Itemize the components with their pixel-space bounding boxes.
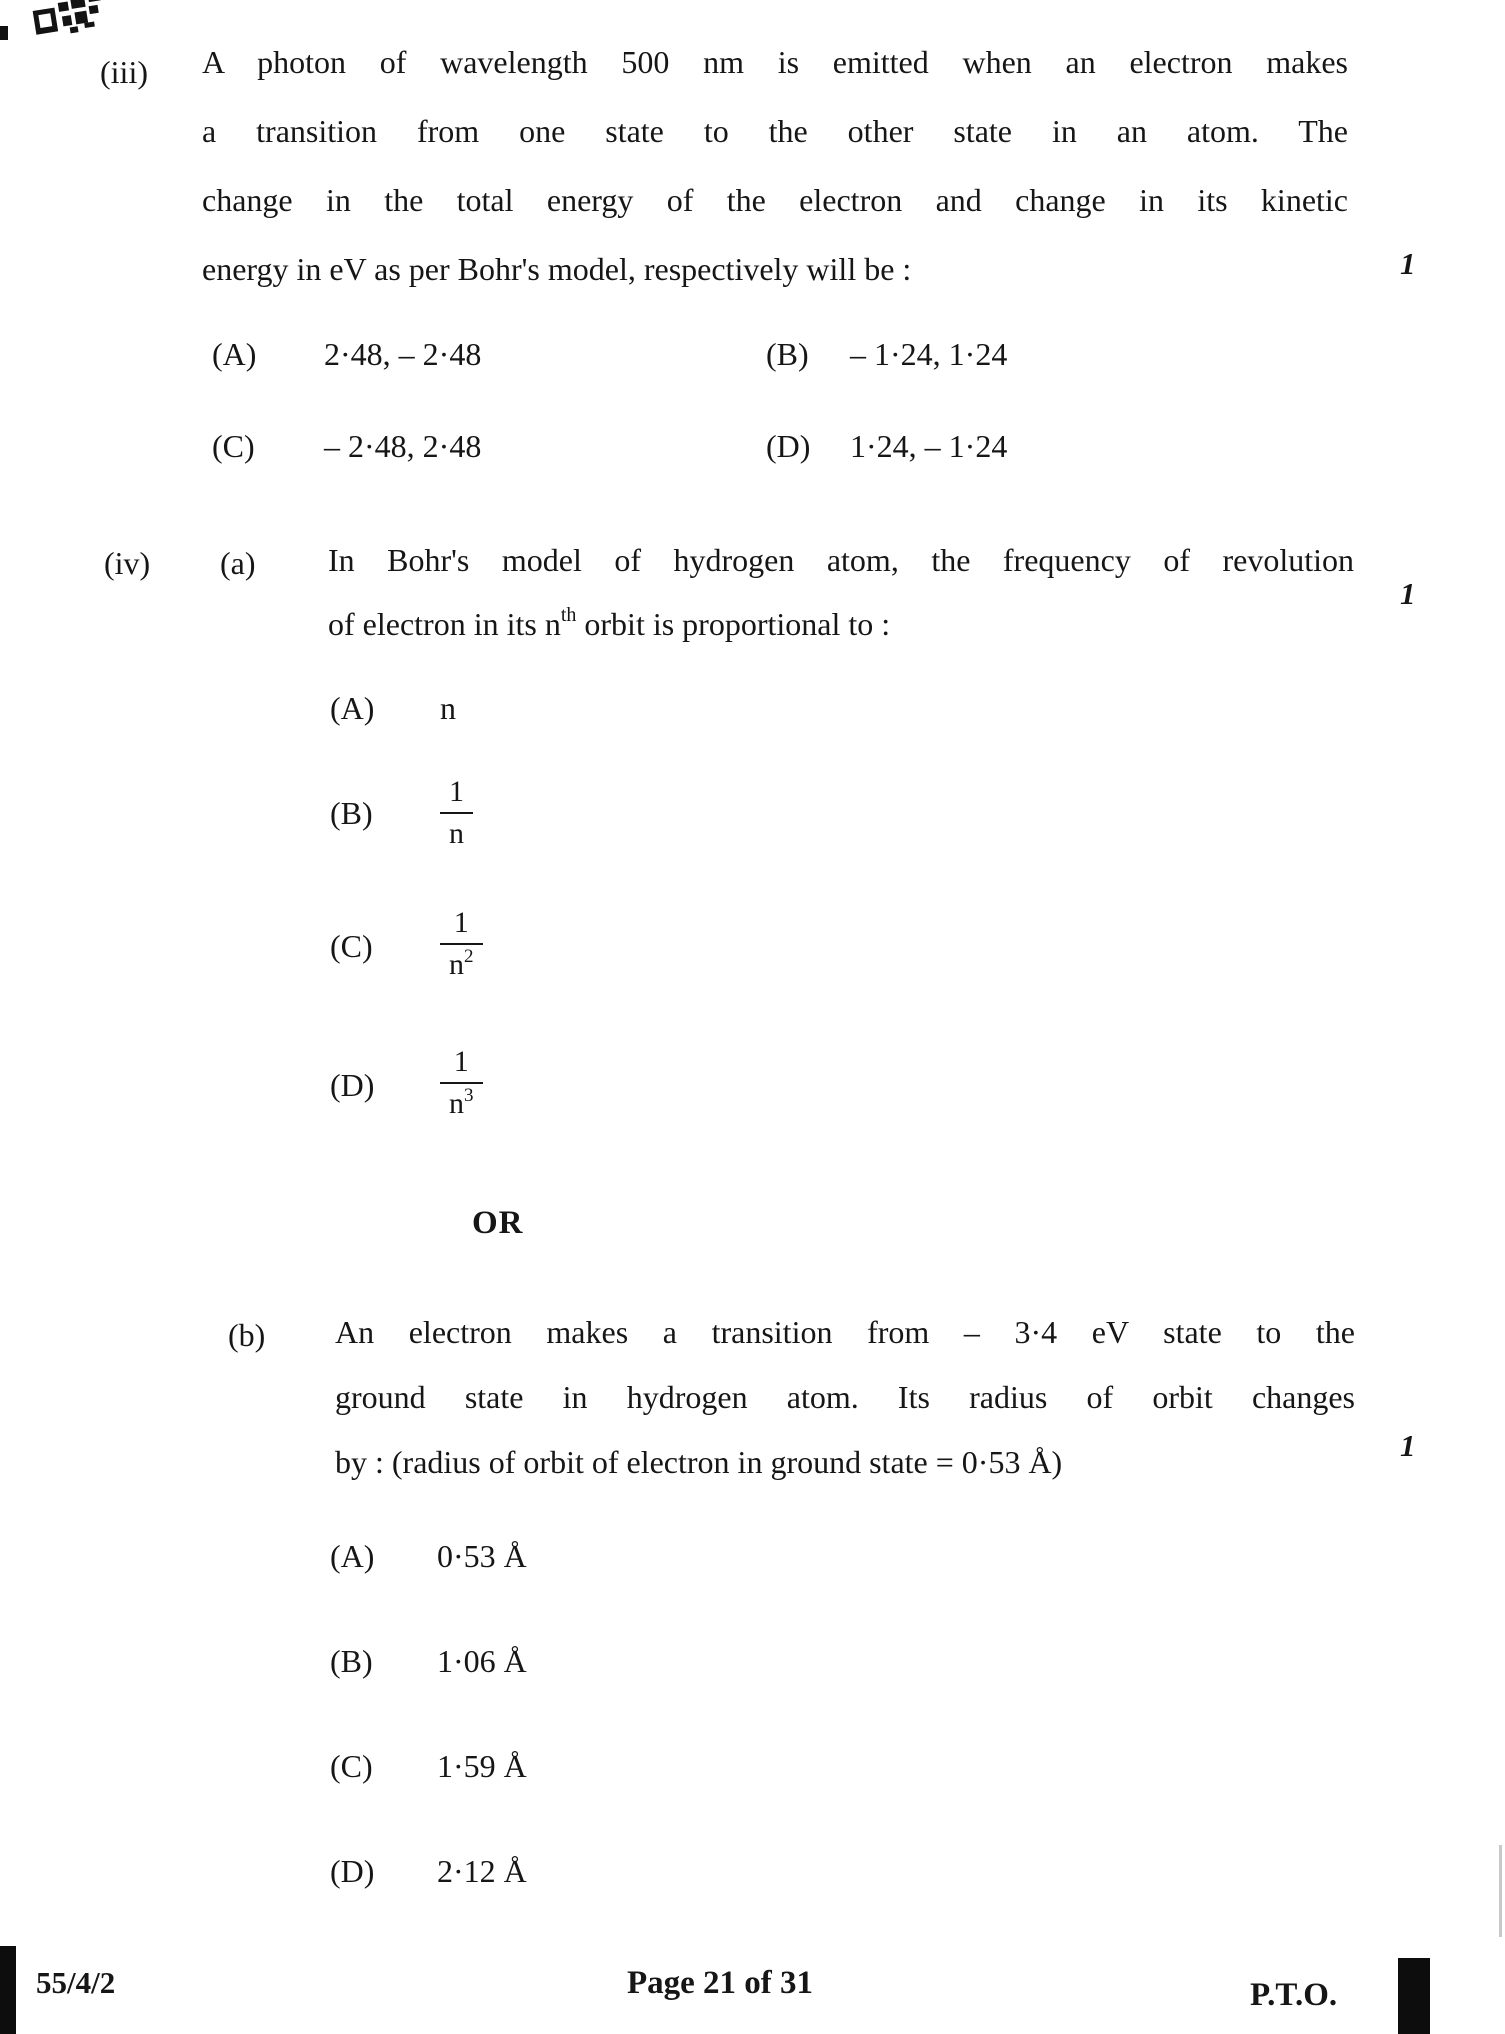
fraction-one-over-n-squared [440,903,483,989]
question-iv-a-label: (a) [220,545,256,581]
question-iv-a-text [328,528,1354,656]
question-iii-line-1: A photon of wavelength 500 nm is emitted when an electron makes [202,44,1348,80]
fraction-numerator: 1 [453,1045,469,1078]
denominator-base: n [449,1087,464,1120]
fraction-denominator [440,1082,483,1128]
option-letter: (A) [330,690,375,726]
option-value: – 1·24, 1·24 [850,336,1008,372]
question-iv-b-text [335,1300,1355,1495]
option-letter: (A) [212,336,257,372]
option-iv-b-c [330,1746,527,1786]
footer-pto: P.T.O. [1250,1977,1338,2013]
scan-speck [0,26,8,40]
option-letter: (A) [330,1538,375,1574]
option-iv-b-a [330,1536,527,1576]
option-iv-a-c [330,903,483,989]
fraction-numerator: 1 [453,906,469,939]
denominator-exponent: 2 [464,946,474,967]
scan-artifact-line [1499,1845,1502,1937]
question-iii-line-4: energy in eV as per Bohr's model, respectively will be : [202,251,912,287]
question-iv-b-line-3: by : (radius of orbit of electron in ground state = 0·53 Å) [335,1444,1063,1480]
option-iv-b-d [330,1851,527,1891]
fraction-denominator: n [440,812,473,854]
option-letter: (C) [212,428,255,464]
question-iii-line-2: a transition from one state to the other state in an atom. The [202,113,1348,149]
fraction-one-over-n [440,772,473,854]
footer-left-bar [0,1946,16,2034]
option-letter: (B) [330,795,373,831]
question-iv-a-line-1: In Bohr's model of hydrogen atom, the frequency of revolution [328,542,1354,578]
question-iv-b-marks: 1 [1400,1428,1416,1463]
option-iv-a-a [330,688,456,728]
option-iii-a [212,334,481,374]
footer-page-number: Page 21 of 31 [626,1965,814,2001]
line-segment: orbit is proportional to : [576,606,891,642]
option-value: 2·12 Å [437,1853,527,1889]
option-letter: (B) [330,1643,373,1679]
option-iii-c [212,426,481,466]
denominator-base: n [449,948,464,981]
denominator-exponent: 3 [464,1085,474,1106]
option-iv-b-b [330,1641,527,1681]
option-value: 2·48, – 2·48 [324,336,482,372]
footer-right-bar [1398,1958,1430,2034]
qr-code-fragment-icon [28,0,128,42]
question-iii-label: (iii) [100,54,148,90]
question-iv-b-line-1: An electron makes a transition from – 3·4 eV state to the [335,1314,1355,1350]
option-value: 1·24, – 1·24 [850,428,1008,464]
option-letter: (D) [766,428,811,464]
line-segment: of electron in its n [328,606,561,642]
option-value: 1·59 Å [437,1748,527,1784]
option-value: – 2·48, 2·48 [324,428,482,464]
footer-paper-code: 55/4/2 [36,1965,116,2000]
question-iv-label: (iv) [104,545,151,581]
question-iv-b-line-2: ground state in hydrogen atom. Its radius of orbit changes [335,1379,1355,1415]
option-value: 1·06 Å [437,1643,527,1679]
option-value: 0·53 Å [437,1538,527,1574]
option-letter: (D) [330,1067,375,1103]
option-iii-b [766,334,1007,374]
nth-superscript: th [560,604,577,626]
question-iii-line-3: change in the total energy of the electron and change in its kinetic [202,182,1348,218]
fraction-one-over-n-cubed [440,1042,483,1128]
question-iv-a-line-2 [328,592,1354,656]
or-separator: OR [472,1205,524,1241]
option-letter: (D) [330,1853,375,1889]
fraction-numerator: 1 [449,775,464,808]
option-value: n [440,690,456,726]
option-letter: (B) [766,336,809,372]
option-letter: (C) [330,928,373,964]
question-iii-marks: 1 [1400,246,1416,281]
option-iv-a-d [330,1042,483,1128]
option-iii-d [766,426,1007,466]
question-iv-b-label: (b) [228,1317,266,1353]
option-iv-a-b [330,772,473,854]
option-letter: (C) [330,1748,373,1784]
question-iii-text [202,28,1348,304]
fraction-denominator [440,943,483,989]
question-iv-a-marks: 1 [1400,576,1416,611]
